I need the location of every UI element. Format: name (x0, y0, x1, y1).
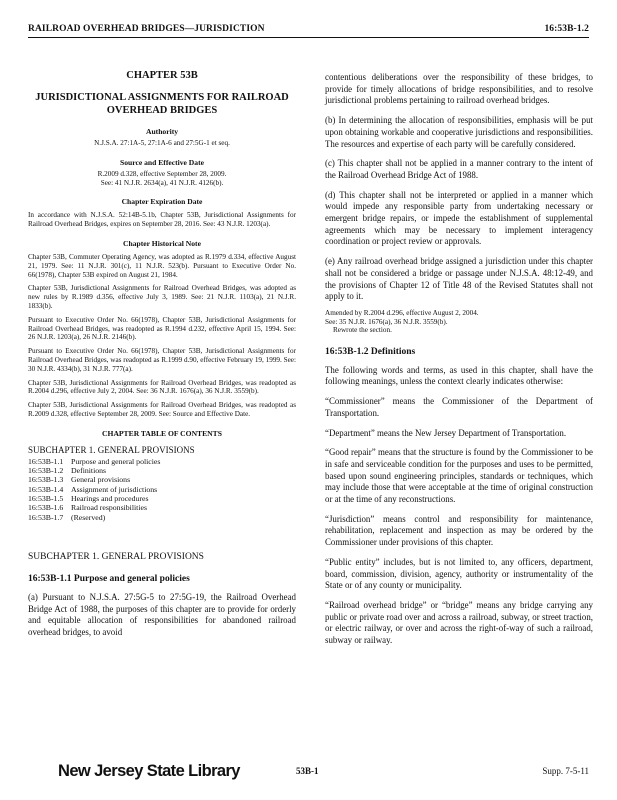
history-heading: Chapter Historical Note (123, 238, 201, 248)
paragraph-c: (c) This chapter shall not be applied in a manner contrary to the intent of the Railroad Overhead Bridge Act of 1988. (325, 158, 593, 180)
definition: “Commissioner” means the Commissioner of the Department of Transportation. (325, 396, 593, 418)
running-header (28, 22, 589, 38)
toc-subchapter: SUBCHAPTER 1. GENERAL PROVISIONS (28, 444, 195, 455)
toc-heading: CHAPTER TABLE OF CONTENTS (102, 428, 222, 438)
section-heading-1-2: 16:53B-1.2 Definitions (325, 346, 416, 357)
history-note: Pursuant to Executive Order No. 66(1978), Chapter 53B, Jurisdictional Assignments for Railroad Overhead Bridges, was readopted as R.1994 d.232, effective April 15, 1994. See: 26 N.J.R. 1203(a), 26 N.J.R. 2146(b). (28, 315, 296, 342)
toc-entry[interactable]: 16:53B-1.1 Purpose and general policies (28, 456, 161, 466)
source-line-2: See: 41 N.J.R. 2634(a), 41 N.J.R. 4126(b). (100, 178, 224, 187)
definition: “Public entity” includes, but is not limited to, any officers, department, board, commission, division, agency, authority or instrumentality of the State or of any county or municipality. (325, 556, 593, 591)
paragraph-b: (b) In determining the allocation of responsibilities, emphasis will be put upon obtaining workable and cooperative jurisdictions and responsibilities. The resources and expertise of each party will be carefully considered. (325, 115, 593, 149)
authority-text: N.J.S.A. 27:1A-5, 27:1A-6 and 27:5G-1 et seq. (94, 139, 230, 147)
left-column (28, 58, 296, 639)
history-notes (28, 253, 296, 419)
history-note: Chapter 53B, Commuter Operating Agency, was adopted as R.1979 d.334, effective August 21, 1979. See: 11 N.J.R. 301(c), 11 N.J.R. 523(b). Pursuant to Executive Order No. 66(1978), Chapter 53B expired on August 21, 1984. (28, 252, 296, 279)
definition: “Good repair” means that the structure is found by the Commissioner to be in safe and serviceable condition for the purposes and uses to be permitted, based upon sound engineering principles, standards or techniques, which may include those that were acceptable at the time of original construction or at the time of any reconstructions. (325, 447, 593, 505)
paragraph-d: (d) This chapter shall not be interpreted or applied in a manner which would impede any responsible party from undertaking necessary or emergent bridge repairs, or impede the establishment of supplemental agreements which may be necessary to implement interagency coordination or project review or approvals. (325, 189, 593, 247)
authority-heading: Authority (145, 127, 179, 136)
source-line-1: R.2009 d.328, effective September 28, 2009. (97, 169, 227, 178)
page-number: 53B-1 (296, 766, 319, 776)
library-watermark: New Jersey State Library (58, 762, 240, 780)
definitions-intro: The following words and terms, as used in this chapter, shall have the following meanings, unless the context clearly indicates otherwise: (325, 364, 593, 387)
history-note: Chapter 53B, Jurisdictional Assignments for Railroad Overhead Bridges, was readopted as R.2009 d.328, effective September 28, 2009. See: Source and Effective Date. (28, 401, 296, 418)
source-heading: Source and Effective Date (119, 157, 204, 167)
expiration-text: In accordance with N.J.S.A. 52:14B-5.1b, Chapter 53B, Jurisdictional Assignments for Railroad Overhead Bridges, expires on September 28, 2016. See: 43 N.J.R. 1203(a). (28, 211, 296, 229)
supplement-date: Supp. 7-5-11 (542, 766, 589, 776)
paragraph-e: (e) Any railroad overhead bridge assigned a jurisdiction under this chapter shall not be considered a bridge or passage under N.J.S.A. 48:12-49, and the provisions of Chapter 12 of Title 48 of the Revised Statutes shall not apply to it. (325, 256, 593, 302)
expiration-heading: Chapter Expiration Date (121, 197, 203, 207)
amendment-note: Amended by R.2004 d.296, effective August 2, 2004. See: 35 N.J.R. 1676(a), 36 N.J.R. 3559(b). Rewrote the section. (325, 308, 479, 335)
table-of-contents (28, 457, 296, 522)
chapter-number: CHAPTER 53B (126, 70, 198, 81)
paragraph-a: (a) Pursuant to N.J.S.A. 27:5G-5 to 27:5G-19, the Railroad Overhead Bridge Act of 1988, the purposes of this chapter are to provide for orderly and equitable allocation of responsibilities for abandoned railroad overhead bridges, to avoid (28, 591, 296, 637)
toc-entry[interactable]: 16:53B-1.4 Assignment of jurisdictions (28, 484, 158, 494)
definition: “Jurisdiction” means control and responsibility for maintenance, rehabilitation, replacement and inspection as may be ordered by the Commissioner under provisions of this chapter. (325, 513, 593, 548)
toc-entry[interactable]: 16:53B-1.6 Railroad responsibilities (28, 503, 148, 513)
toc-entry[interactable]: 16:53B-1.3 General provisions (28, 475, 131, 485)
paragraph-a-continued: contentious deliberations over the responsibility of these bridges, to provide for timely allocations of bridge responsibilities, and to resolve jurisdictional problems pertaining to railroad overhead bridges. (325, 72, 593, 106)
page-footer (28, 762, 589, 786)
section-heading-1-1: 16:53B-1.1 Purpose and general policies (28, 573, 190, 584)
history-note: Pursuant to Executive Order No. 66(1978), Chapter 53B, Jurisdictional Assignments for Railroad Overhead Bridges, was readopted as R.1999 d.90, effective February 19, 1999. See: 30 N.J.R. 4334(b), 31 N.J.R. 777(a). (28, 347, 296, 373)
subchapter-heading: SUBCHAPTER 1. GENERAL PROVISIONS (28, 551, 204, 562)
toc-entry[interactable]: 16:53B-1.5 Hearings and procedures (28, 493, 149, 503)
history-note: Chapter 53B, Jurisdictional Assignments for Railroad Overhead Bridges, was readopted as R.2004 d.296, effective July 2, 2004. See: 36 N.J.R. 1676(a), 36 N.J.R. 3559(b). (28, 378, 296, 396)
definition: “Railroad overhead bridge” or “bridge” means any bridge carrying any public or private road over and across a railroad, subway, or street traction, or electric railway, or over and across the right-of-way of such a railroad, subway or railway. (325, 599, 593, 646)
header-title: RAILROAD OVERHEAD BRIDGES—JURISDICTION (28, 24, 265, 34)
header-section-number: 16:53B-1.2 (544, 24, 589, 34)
right-column (325, 58, 593, 647)
toc-entry[interactable]: 16:53B-1.7 (Reserved) (28, 512, 106, 522)
chapter-title: JURISDICTIONAL ASSIGNMENTS FOR RAILROAD OVERHEAD BRIDGES (35, 92, 289, 116)
toc-entry[interactable]: 16:53B-1.2 Definitions (28, 466, 107, 476)
history-note: Chapter 53B, Jurisdictional Assignments for Railroad Overhead Bridges, was adopted as new rules by R.1989 d.356, effective July 3, 1989. See: 21 N.J.R. 1103(a), 21 N.J.R. 1833(b). (28, 284, 296, 310)
definition: “Department” means the New Jersey Department of Transportation. (325, 427, 567, 438)
